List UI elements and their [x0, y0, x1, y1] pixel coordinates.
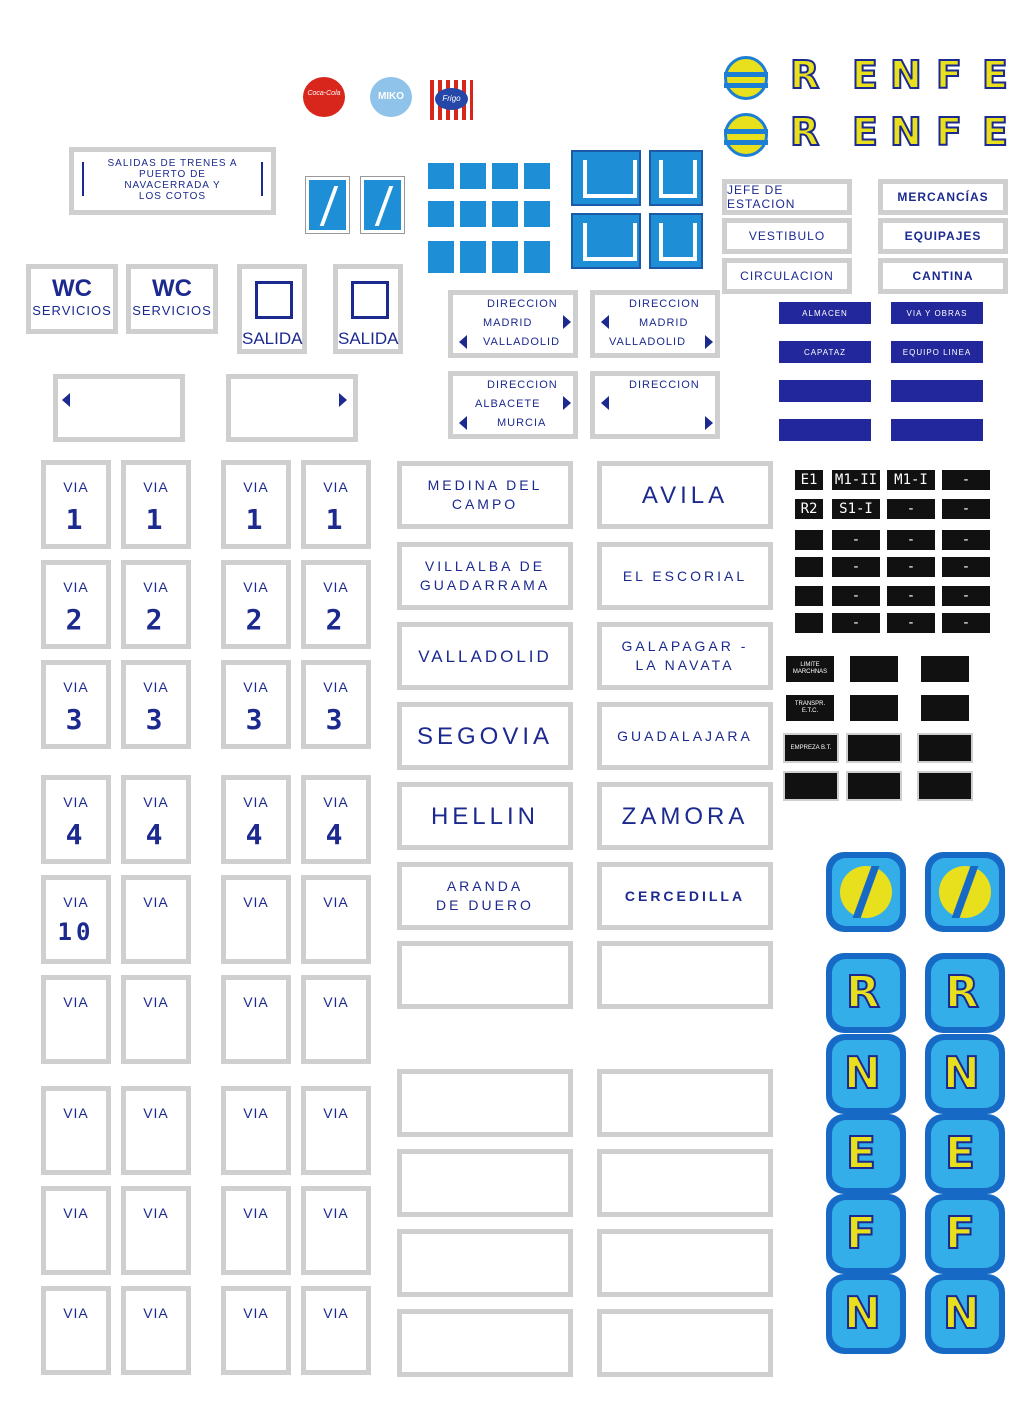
station-sign-valladolid: VALLADOLID	[397, 622, 573, 690]
via-number: 2	[325, 603, 347, 636]
station-sign-cercedilla: CERCEDILLA	[597, 862, 773, 930]
renfe-letter-tile-m	[925, 1274, 1005, 1354]
wc-title: WC	[152, 275, 192, 302]
via-label: VIA	[143, 579, 169, 595]
coca-cola-badge	[303, 77, 345, 117]
via-label: VIA	[323, 1105, 349, 1121]
via-sign	[221, 975, 291, 1064]
via-label: VIA	[323, 479, 349, 495]
renfe-letter: R	[790, 53, 820, 97]
via-label: VIA	[63, 1205, 89, 1221]
service-sign-mercancias: MERCANCÍAS	[878, 179, 1008, 215]
via-sign	[301, 460, 371, 549]
down-arrow-icon	[261, 162, 263, 196]
black-sign	[795, 530, 823, 550]
salida-label: SALIDA	[242, 329, 303, 348]
via-label: VIA	[323, 1205, 349, 1221]
via-sign	[121, 560, 191, 649]
exit-door-icon	[255, 281, 293, 319]
via-sign	[121, 660, 191, 749]
station-line: MEDINA DEL	[427, 477, 543, 493]
direccion-sign-1	[448, 290, 578, 358]
station-sign-blank	[397, 1149, 573, 1217]
direccion-top: MADRID	[639, 317, 689, 329]
via-label: VIA	[63, 794, 89, 810]
station-sign-blank	[397, 1309, 573, 1377]
via-label: VIA	[143, 994, 169, 1010]
black-small-sign	[850, 656, 898, 682]
via-number: 4	[325, 818, 347, 851]
blank-arrow-sign-right	[226, 374, 358, 442]
via-number: 3	[65, 703, 87, 736]
arrow-right-icon	[563, 315, 571, 329]
service-sign-vestibulo: VESTIBULO	[722, 218, 852, 254]
station-sign-galapagar	[597, 622, 773, 690]
black-sign: -	[942, 530, 990, 550]
direccion-label: DIRECCION	[487, 379, 558, 391]
via-sign	[41, 1186, 111, 1275]
black-bordered-sign	[917, 733, 973, 763]
arrow-left-icon	[62, 393, 70, 407]
service-sign-cantina: CANTINA	[878, 258, 1008, 294]
black-sign: -	[942, 499, 990, 519]
salidas-line: LOS COTOS	[138, 191, 207, 202]
via-sign	[301, 975, 371, 1064]
station-sign-aranda	[397, 862, 573, 930]
via-label: VIA	[243, 894, 269, 910]
blue-tile-grid	[428, 163, 550, 273]
station-sign-blank	[397, 1229, 573, 1297]
via-sign	[121, 875, 191, 964]
arrow-right-icon	[563, 396, 571, 410]
renfe-logo-2	[724, 110, 1014, 159]
black-small-sign: LIMITE MARCHNAS	[786, 656, 834, 682]
exit-door-icon	[351, 281, 389, 319]
frigo-badge	[430, 80, 473, 120]
blue-u-sign-icon	[649, 150, 703, 206]
tile-letter: N	[844, 1288, 881, 1339]
via-sign	[221, 1286, 291, 1375]
station-line: LA NAVATA	[635, 657, 735, 673]
station-line: ARANDA	[446, 878, 524, 894]
down-arrow-icon	[82, 162, 84, 196]
salida-sign	[333, 264, 403, 354]
black-sign: -	[832, 586, 880, 606]
station-line: GUADARRAMA	[419, 577, 551, 593]
direccion-top: ALBACETE	[475, 398, 541, 410]
coca-cola-text: Coca-Cola	[307, 90, 341, 97]
salida-sign	[237, 264, 307, 354]
wc-subtitle: SERVICIOS	[32, 303, 112, 318]
blue-bar-blank	[779, 419, 871, 441]
station-sign-medina	[397, 461, 573, 529]
black-sign: -	[887, 530, 935, 550]
tile-letter: F	[846, 1208, 877, 1259]
via-label: VIA	[143, 679, 169, 695]
renfe-letter: E	[982, 53, 1008, 97]
via-number: 3	[325, 703, 347, 736]
station-line: GALAPAGAR -	[621, 638, 749, 654]
renfe-letter: E	[852, 53, 878, 97]
salidas-line: NAVACERRADA Y	[124, 180, 221, 191]
via-number: 4	[145, 818, 167, 851]
renfe-logo-1	[724, 53, 1014, 102]
blue-bar-blank	[779, 380, 871, 402]
via-label: VIA	[323, 994, 349, 1010]
black-sign: -	[942, 586, 990, 606]
via-number: 3	[145, 703, 167, 736]
renfe-emblem-icon	[724, 113, 768, 157]
via-sign	[121, 1186, 191, 1275]
blue-bar-blank	[891, 380, 983, 402]
black-bordered-sign	[917, 771, 973, 801]
via-number: 2	[245, 603, 267, 636]
station-sign-guadalajara: GUADALAJARA	[597, 702, 773, 770]
via-sign	[221, 1086, 291, 1175]
station-line: CAMPO	[451, 496, 519, 512]
renfe-letter-tile-e	[826, 1114, 906, 1194]
blue-bar-capataz: CAPATAZ	[779, 341, 871, 363]
black-small-sign	[921, 656, 969, 682]
renfe-emblem-tile-icon	[826, 852, 906, 932]
black-sign: -	[942, 557, 990, 577]
renfe-letter: F	[936, 53, 962, 97]
black-sign: -	[887, 613, 935, 633]
via-number: 4	[245, 818, 267, 851]
black-sign: -	[832, 557, 880, 577]
via-label: VIA	[243, 479, 269, 495]
station-sign-segovia: SEGOVIA	[397, 702, 573, 770]
via-label: VIA	[143, 479, 169, 495]
via-sign	[41, 1286, 111, 1375]
tile-letter: R	[846, 967, 880, 1018]
via-sign	[301, 660, 371, 749]
via-label: VIA	[63, 1305, 89, 1321]
wc-sign	[26, 264, 118, 334]
via-sign	[121, 775, 191, 864]
blank-arrow-sign-left	[53, 374, 185, 442]
renfe-letter-tile-n	[925, 1034, 1005, 1114]
via-label: VIA	[243, 679, 269, 695]
renfe-letter-tile-f	[826, 1194, 906, 1274]
renfe-emblem-icon	[724, 56, 768, 100]
miko-badge	[370, 77, 412, 117]
via-sign	[221, 460, 291, 549]
via-number: 2	[145, 603, 167, 636]
black-sign: -	[887, 557, 935, 577]
arrow-right-icon	[705, 335, 713, 349]
tile-letter: F	[945, 1208, 976, 1259]
renfe-letter-tile-r	[826, 953, 906, 1033]
via-sign	[41, 660, 111, 749]
junction-sign-icon	[361, 177, 404, 233]
via-sign	[121, 460, 191, 549]
station-sign-blank	[597, 1149, 773, 1217]
black-bordered-sign	[846, 771, 902, 801]
direccion-label: DIRECCION	[629, 298, 700, 310]
arrow-left-icon	[459, 416, 467, 430]
black-sign: -	[832, 613, 880, 633]
via-label: VIA	[63, 894, 89, 910]
renfe-letter-tile-m	[826, 1274, 906, 1354]
via-sign	[41, 875, 111, 964]
black-sign	[795, 586, 823, 606]
black-bordered-sign	[846, 733, 902, 763]
renfe-letter-tile-r	[925, 953, 1005, 1033]
via-label: VIA	[243, 994, 269, 1010]
salidas-line: SALIDAS DE TRENES A	[107, 158, 238, 169]
black-sign: -	[942, 613, 990, 633]
via-label: VIA	[143, 1105, 169, 1121]
via-label: VIA	[243, 1105, 269, 1121]
black-small-sign: TRANSPR. E.T.C.	[786, 695, 834, 721]
via-label: VIA	[323, 894, 349, 910]
via-label: VIA	[323, 679, 349, 695]
station-sign-blank	[397, 941, 573, 1009]
blue-bar-via-obras: VIA Y OBRAS	[891, 302, 983, 324]
station-sign-zamora: ZAMORA	[597, 782, 773, 850]
via-sign	[301, 560, 371, 649]
via-sign	[121, 1086, 191, 1175]
via-sign	[221, 875, 291, 964]
via-label: VIA	[143, 894, 169, 910]
service-sign-circulacion: CIRCULACION	[722, 258, 852, 294]
black-sign: S1-I	[832, 499, 880, 519]
via-sign	[41, 775, 111, 864]
via-sign	[41, 1086, 111, 1175]
station-sign-blank	[597, 1069, 773, 1137]
direccion-top: MADRID	[483, 317, 533, 329]
tile-letter: N	[943, 1288, 980, 1339]
via-number: 1	[145, 503, 167, 536]
service-sign-equipajes: EQUIPAJES	[878, 218, 1008, 254]
tile-row-gap	[428, 227, 550, 241]
salidas-line: PUERTO DE	[139, 169, 206, 180]
black-sign	[795, 557, 823, 577]
via-number: 1	[65, 503, 87, 536]
station-sign-hellin: HELLIN	[397, 782, 573, 850]
via-number: 3	[245, 703, 267, 736]
via-sign	[121, 1286, 191, 1375]
via-label: VIA	[323, 794, 349, 810]
station-sign-blank	[597, 1309, 773, 1377]
black-sign: -	[942, 470, 990, 490]
salida-label: SALIDA	[338, 329, 399, 348]
via-sign	[301, 875, 371, 964]
black-small-sign: EMPREZA B.T.	[783, 733, 839, 763]
via-sign	[301, 1086, 371, 1175]
blue-u-sign-icon	[571, 213, 641, 269]
renfe-letter: E	[982, 110, 1008, 154]
station-sign-blank	[597, 1229, 773, 1297]
wc-subtitle: SERVICIOS	[132, 303, 212, 318]
via-label: VIA	[323, 579, 349, 595]
station-sign-escorial: EL ESCORIAL	[597, 542, 773, 610]
black-sign: E1	[795, 470, 823, 490]
direccion-sign-3	[448, 371, 578, 439]
blue-u-sign-icon	[571, 150, 641, 206]
direccion-sign-4	[590, 371, 720, 439]
via-sign	[41, 975, 111, 1064]
via-sign	[301, 1186, 371, 1275]
renfe-letter: F	[936, 110, 962, 154]
via-label: VIA	[63, 1105, 89, 1121]
frigo-text: Frigo	[442, 94, 461, 103]
via-label: VIA	[143, 1305, 169, 1321]
arrow-right-icon	[339, 393, 347, 407]
blue-bar-blank	[891, 419, 983, 441]
via-sign	[301, 775, 371, 864]
black-sign: M1-II	[832, 470, 880, 490]
via-label: VIA	[63, 679, 89, 695]
direccion-label: DIRECCION	[629, 379, 700, 391]
arrow-left-icon	[459, 335, 467, 349]
renfe-emblem-tile-icon	[925, 852, 1005, 932]
direccion-sign-2	[590, 290, 720, 358]
miko-text: MIKO	[377, 91, 405, 102]
arrow-right-icon	[705, 416, 713, 430]
via-label: VIA	[63, 579, 89, 595]
station-sign-blank	[597, 941, 773, 1009]
blue-u-sign-icon	[649, 213, 703, 269]
direccion-bottom: VALLADOLID	[609, 336, 687, 348]
renfe-letter-tile-n	[826, 1034, 906, 1114]
station-line: DE DUERO	[436, 897, 534, 913]
renfe-letter-tile-f	[925, 1194, 1005, 1274]
direccion-bottom: VALLADOLID	[483, 336, 561, 348]
via-label: VIA	[243, 579, 269, 595]
direccion-label: DIRECCION	[487, 298, 558, 310]
black-sign: -	[887, 586, 935, 606]
via-number: 1	[245, 503, 267, 536]
via-sign	[41, 460, 111, 549]
via-sign	[121, 975, 191, 1064]
black-bordered-sign	[783, 771, 839, 801]
via-label: VIA	[143, 794, 169, 810]
station-sign-avila: AVILA	[597, 461, 773, 529]
renfe-letter-tile-e	[925, 1114, 1005, 1194]
wc-sign	[126, 264, 218, 334]
salidas-sign	[69, 147, 276, 215]
black-sign: -	[832, 530, 880, 550]
black-sign	[795, 613, 823, 633]
via-label: VIA	[243, 794, 269, 810]
direccion-bottom: MURCIA	[497, 417, 547, 429]
black-sign: -	[887, 499, 935, 519]
via-sign	[221, 660, 291, 749]
blue-bar-almacen: ALMACEN	[779, 302, 871, 324]
black-small-sign	[850, 695, 898, 721]
service-sign-jefe: JEFE DE ESTACION	[722, 179, 852, 215]
via-sign	[221, 1186, 291, 1275]
tile-letter: R	[945, 967, 979, 1018]
station-sign-blank	[397, 1069, 573, 1137]
tile-letter: N	[844, 1048, 881, 1099]
renfe-letter: N	[890, 53, 922, 97]
via-label: VIA	[323, 1305, 349, 1321]
via-sign	[221, 560, 291, 649]
renfe-letter: N	[890, 110, 922, 154]
via-label: VIA	[63, 994, 89, 1010]
renfe-letter: R	[790, 110, 820, 154]
wc-title: WC	[52, 275, 92, 302]
black-sign: M1-I	[887, 470, 935, 490]
via-number: 10	[57, 918, 95, 946]
renfe-letter: E	[852, 110, 878, 154]
via-number: 1	[325, 503, 347, 536]
arrow-left-icon	[601, 396, 609, 410]
via-label: VIA	[243, 1205, 269, 1221]
via-sign	[301, 1286, 371, 1375]
tile-letter: E	[945, 1128, 976, 1179]
tile-letter: E	[846, 1128, 877, 1179]
via-label: VIA	[243, 1305, 269, 1321]
station-line: VILLALBA DE	[424, 558, 546, 574]
blue-bar-equipo-linea: EQUIPO LINEA	[891, 341, 983, 363]
via-number: 4	[65, 818, 87, 851]
via-label: VIA	[143, 1205, 169, 1221]
station-sign-villalba	[397, 542, 573, 610]
via-number: 2	[65, 603, 87, 636]
via-label: VIA	[63, 479, 89, 495]
junction-sign-icon	[306, 177, 349, 233]
black-sign: R2	[795, 499, 823, 519]
tile-row-gap	[428, 189, 550, 201]
arrow-left-icon	[601, 315, 609, 329]
black-small-sign	[921, 695, 969, 721]
via-sign	[221, 775, 291, 864]
via-sign	[41, 560, 111, 649]
tile-letter: N	[943, 1048, 980, 1099]
